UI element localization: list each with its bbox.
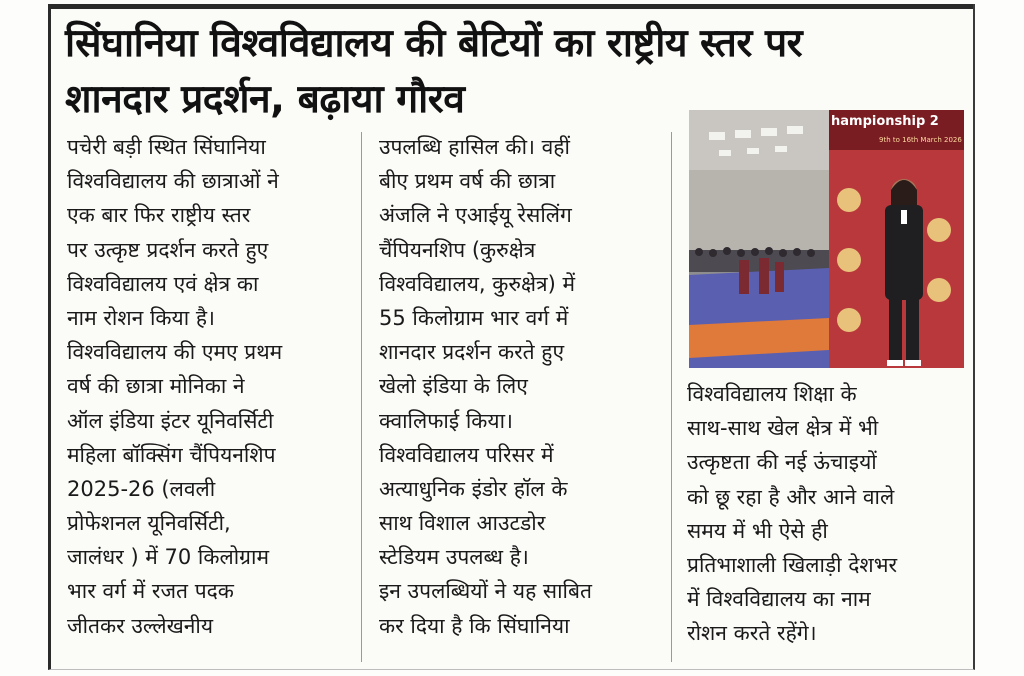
banner-subtitle: 9th to 16th March 2026 [879,136,962,144]
article-line: विश्वविद्यालय, कुरुक्षेत्र) में [379,271,576,296]
article-line: प्रोफेशनल यूनिवर्सिटी, [67,511,231,536]
article-line: अत्याधुनिक इंडोर हॉल के [379,476,568,501]
article-line: उपलब्धि हासिल की। वहीं [379,135,570,159]
article-line: जालंधर ) में 70 किलोग्राम [67,545,270,570]
article-line: नाम रोशन किया है। [67,305,215,330]
photo-illustration [689,110,964,368]
headline-line-2: शानदार प्रदर्शन, बढ़ाया गौरव [65,77,465,122]
article-line: भार वर्ग में रजत पदक [67,579,234,604]
article-line: महिला बॉक्सिंग चैंपियनशिप [67,442,276,467]
article-line: साथ-साथ खेल क्षेत्र में भी [687,416,879,441]
top-rule [51,4,973,9]
article-line: क्वालिफाई किया। [379,408,513,433]
article-line: विश्वविद्यालय परिसर में [379,442,554,467]
article-line: खेलो इंडिया के लिए [379,374,528,399]
article-line: 2025-26 (लवली [67,476,216,501]
article-line: बीए प्रथम वर्ष की छात्रा [379,169,556,194]
article-line: में विश्वविद्यालय का नाम [687,587,871,612]
article-line: शानदार प्रदर्शन करते हुए [379,340,565,365]
event-photo [689,110,964,368]
article-line: पर उत्कृष्ट प्रदर्शन करते हुए [67,237,269,262]
headline-line-1: सिंघानिया विश्वविद्यालय की बेटियों का राष्ट्रीय स्तर पर [65,21,803,66]
column-divider [671,132,672,662]
article-line: समय में भी ऐसे ही [687,518,828,543]
article-line: साथ विशाल आउटडोर [379,511,546,536]
article-line: इन उपलब्धियों ने यह साबित [379,579,592,604]
article-line: पचेरी बड़ी स्थित सिंघानिया [67,135,266,159]
article-line: वर्ष की छात्रा मोनिका ने [67,374,245,399]
article-line: रोशन करते रहेंगे। [687,621,817,646]
article-line: स्टेडियम उपलब्ध है। [379,545,529,570]
article-line: जीतकर उल्लेखनीय [67,613,214,638]
article-line: प्रतिभाशाली खिलाड़ी देशभर [687,552,898,577]
article-line: विश्वविद्यालय शिक्षा के [687,382,857,406]
column-2 [379,130,655,643]
article-line: विश्वविद्यालय एवं क्षेत्र का [67,271,259,296]
newspaper-clipping [48,4,975,670]
article-line: 55 किलोग्राम भार वर्ग में [379,305,569,330]
article-line: एक बार फिर राष्ट्रीय स्तर [67,203,251,228]
article-line: विश्वविद्यालय की छात्राओं ने [67,169,279,194]
article-line: उत्कृष्टता की नई ऊंचाइयों [687,450,877,475]
banner-title: hampionship 2 [831,114,939,129]
article-line: कर दिया है कि सिंघानिया [379,613,570,638]
column-divider [361,132,362,662]
article-line: अंजलि ने एआईयू रेसलिंग [379,203,572,228]
article-line: चैंपियनशिप (कुरुक्षेत्र [379,237,536,262]
article-line: को छू रहा है और आने वाले [687,484,895,509]
article-line: विश्वविद्यालय की एमए प्रथम [67,340,283,365]
article-line: ऑल इंडिया इंटर यूनिवर्सिटी [67,408,274,433]
column-1 [67,130,345,643]
column-3 [687,377,965,651]
